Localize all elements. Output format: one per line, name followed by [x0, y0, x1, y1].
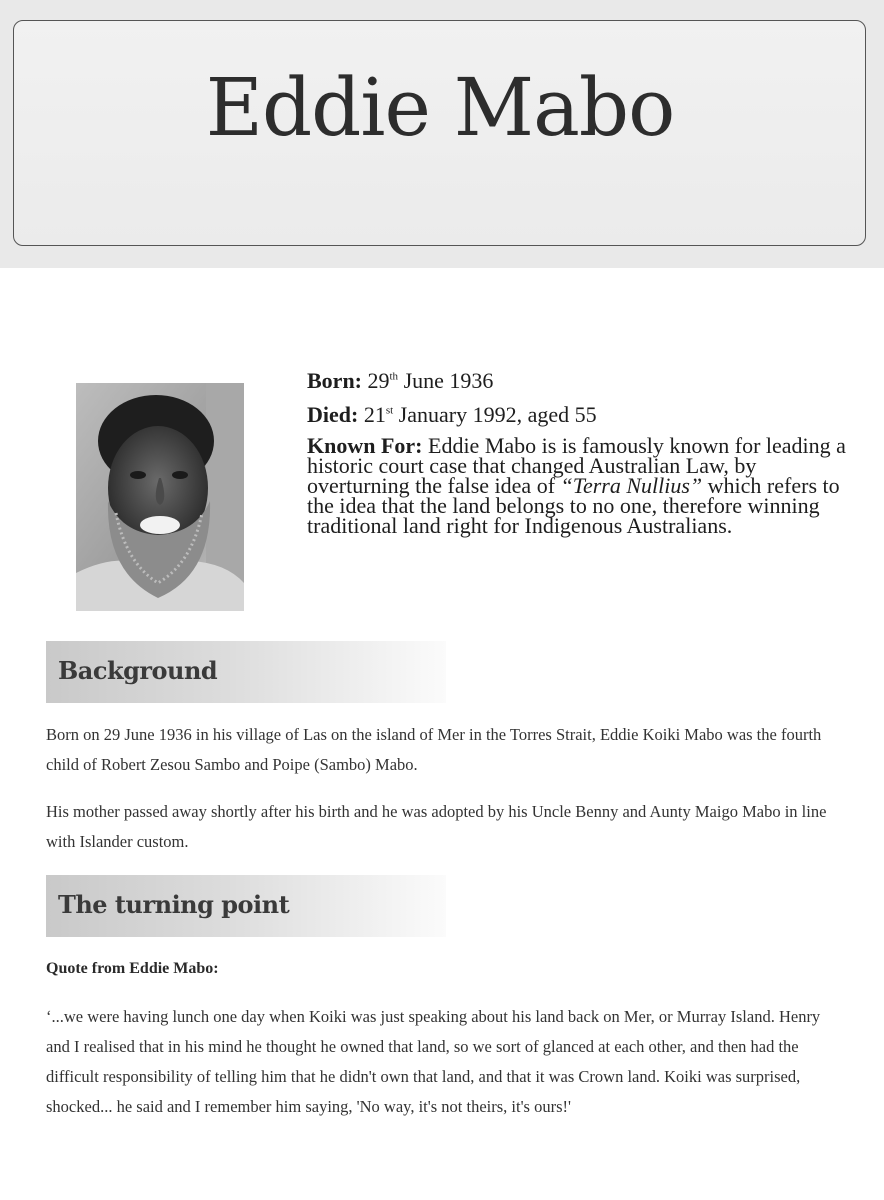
died-label: Died: [307, 402, 359, 427]
quote-label: Quote from Eddie Mabo: [46, 960, 219, 977]
died-rest: January 1992, aged 55 [398, 402, 597, 427]
born-sup: th [389, 370, 399, 383]
known-label: Known For: [307, 433, 423, 458]
born-label: Born: [307, 368, 362, 393]
portrait-icon [76, 383, 244, 611]
page-title: Eddie Mabo [205, 61, 675, 154]
born-day: 29 [367, 368, 390, 393]
background-paragraph-2: His mother passed away shortly after his birth and he was adopted by his Uncle Benny and Aunty Maigo Mabo in line with Islander custom. [46, 802, 827, 851]
turning-point-heading: The turning point [58, 890, 290, 919]
fact-panel [307, 368, 852, 536]
died-line [307, 402, 852, 428]
portrait-photo [76, 383, 244, 611]
quote-text: ‘...we were having lunch one day when Koiki was just speaking about his land back on Mer, or Murray Island. Henry and I realised that in his mind he thought he owned that land, so we sort of glanced at each other, and then had the difficult responsibility of telling him that he didn't own that land, and that it was Crown land. Koiki was surprised, shocked... he said and I remember him saying, 'No way, it's not theirs, it's ours!' [46, 1007, 821, 1116]
died-sup: st [385, 404, 394, 417]
known-italic: “Terra Nullius” [560, 473, 703, 498]
known-text-2: which refers to the idea that the land belongs to no one, therefore winning traditional land right for Indigenous Australians. [307, 473, 840, 538]
background-paragraph-1: Born on 29 June 1936 in his village of Las on the island of Mer in the Torres Strait, Eddie Koiki Mabo was the fourth child of Robert Zesou Sambo and Poipe (Sambo) Mabo. [46, 725, 822, 774]
died-day: 21 [363, 402, 386, 427]
born-line [307, 368, 852, 394]
background-heading: Background [58, 656, 218, 685]
known-text-1: Eddie Mabo is is famously known for leading a historic court case that changed Australian Law, by overturning the false idea of [307, 433, 846, 498]
born-rest: June 1936 [403, 368, 494, 393]
known-for [307, 433, 852, 538]
title-band [0, 0, 884, 268]
